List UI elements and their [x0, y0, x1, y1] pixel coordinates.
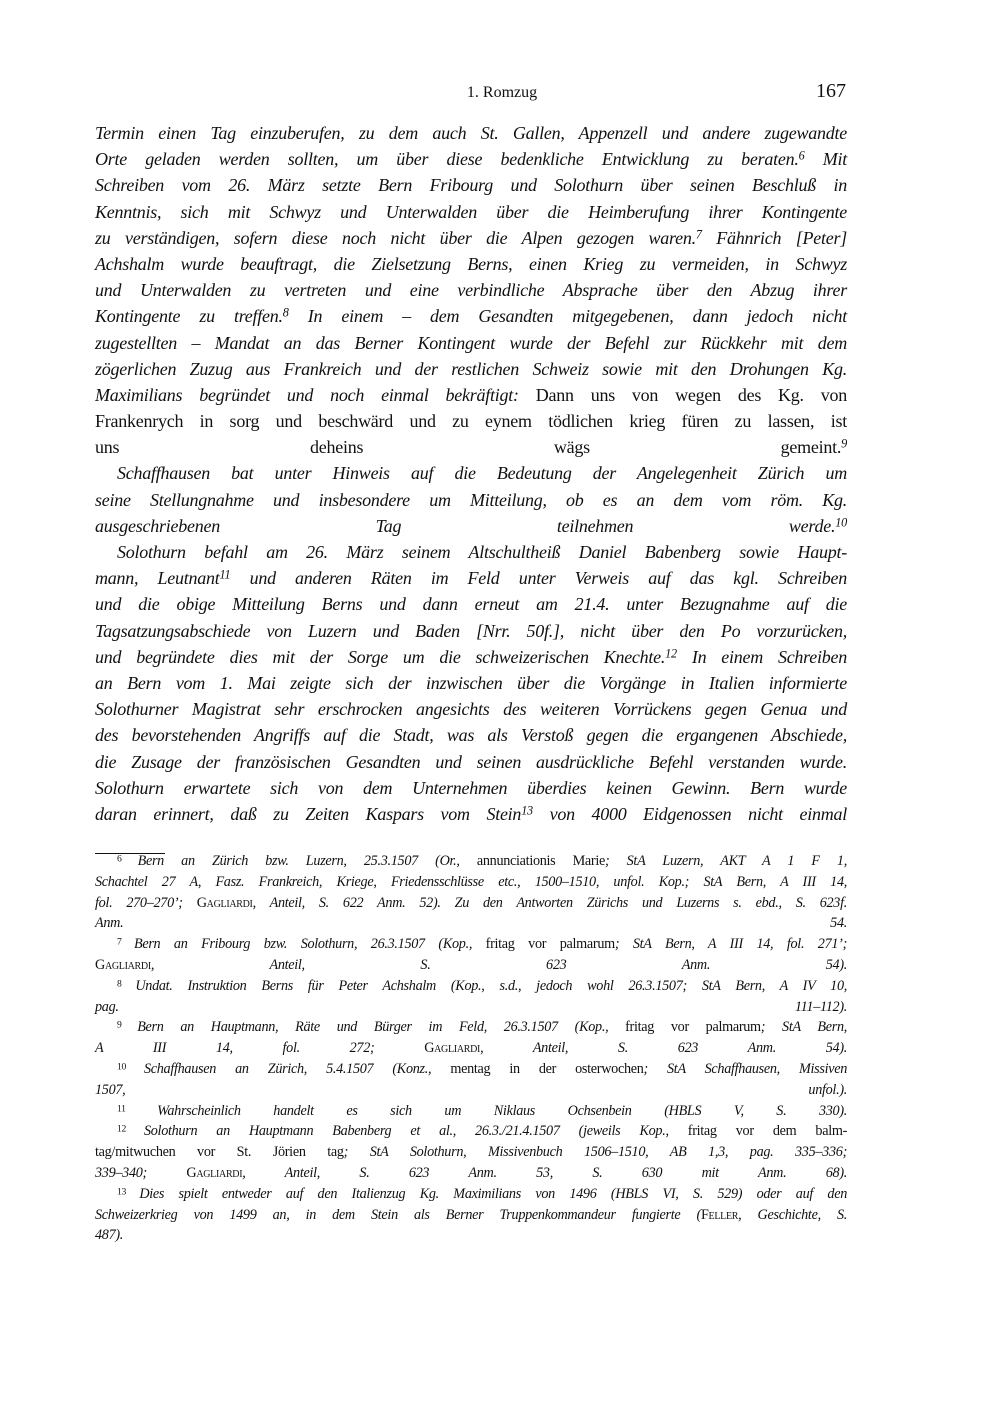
text-run: und Unterwalden zu vertreten und eine verbindliche Absprache über den Abzug ihrer: [95, 280, 847, 301]
text-run: Tagsatzungsabschiede von Luzern und Baden [Nrr. 50f.], nicht über den Po vorzurücken,: [95, 620, 847, 641]
footnote-reference: 9: [117, 1020, 138, 1031]
text-run: ; StA Bern,: [760, 1019, 847, 1036]
footnote-line: [95, 872, 847, 893]
text-run: und anderen Räten im Feld unter Verweis auf das kgl. Schreiben: [230, 568, 847, 589]
text-line: [95, 513, 847, 539]
text-line: [95, 670, 847, 696]
footnote-line: [95, 1205, 847, 1226]
text-run: Bern an Fribourg bzw. Solothurn, 26.3.1507 (Kop.,: [133, 936, 473, 953]
text-run: daran erinnert, daß zu Zeiten Kaspars vom Stein: [95, 803, 522, 824]
text-run: Mit: [804, 149, 847, 170]
text-run: Solothurn an Hauptmann Babenberg et al., 26.3./21.4.1507 (jeweils Kop.,: [143, 1123, 669, 1140]
text-run: , Anteil, S. 623 Anm. 54).: [480, 1040, 847, 1057]
text-line: [95, 591, 847, 617]
text-run: die Zusage der französischen Gesandten und seinen ausdrückliche Befehl verstanden wurde.: [95, 751, 847, 772]
footnote-line: [95, 955, 847, 976]
footnote-reference: 7: [695, 227, 702, 242]
text-run: Frankenrych in sorg und beschwärd und zu eynem tödlichen krieg füren zu lassen, ist: [95, 411, 847, 432]
text-run: Anm. 54.: [95, 915, 847, 932]
text-line: [95, 199, 847, 225]
footnote-line: [95, 1225, 847, 1246]
footnotes: [95, 851, 847, 1246]
text-run: , Anteil, S. 623 Anm. 54).: [150, 956, 847, 973]
text-run: In einem – dem Gesandten mitgegebenen, dann jedoch nicht: [288, 306, 848, 327]
footnote-line: [95, 851, 847, 872]
footnote-reference: 7: [117, 936, 134, 948]
text-line: [95, 277, 847, 303]
text-run: , Anteil, S. 622 Anm. 52). Zu den Antworten Zürichs und Luzerns s. ebd., S. 623f.: [252, 894, 847, 911]
footnote-line: [95, 1080, 847, 1101]
footnote-line: [95, 1101, 847, 1122]
text-run: zugestellten – Mandat an das Berner Kontingent wurde der Befehl zur Rückkehr mit dem: [95, 332, 847, 353]
footnote-line: [95, 1163, 847, 1184]
text-line: [95, 749, 847, 775]
text-run: fol. 270–270’;: [95, 894, 197, 911]
text-run: mentag in der osterwochen: [431, 1060, 644, 1077]
text-run: an Bern vom 1. Mai zeigte sich der inzwischen über die Vorgänge in Italien informierte: [95, 672, 847, 693]
page-number: 167: [816, 80, 846, 102]
footnote-reference: 8: [282, 305, 289, 320]
text-run: Solothurn erwartete sich von dem Unternehmen überdies keinen Gewinn. Bern wurde: [95, 777, 847, 798]
text-line: [95, 644, 847, 670]
text-line: [95, 696, 847, 722]
footnote-line: [95, 1142, 847, 1163]
text-run: Schaffhausen an Zürich, 5.4.1507 (Konz.,: [143, 1060, 432, 1077]
footnote-reference: 6: [117, 853, 138, 865]
main-text: [95, 120, 847, 827]
footnote-line: [95, 1059, 847, 1080]
running-header: 1. Romzug: [466, 84, 538, 101]
text-line: [95, 120, 847, 146]
footnote-reference: 11: [219, 567, 231, 582]
text-run: fritag vor palmarum: [472, 936, 615, 953]
text-line: [95, 225, 847, 251]
text-line: [95, 487, 847, 513]
text-run: Schweizerkrieg von 1499 an, in dem Stein als Berner Truppenkommandeur fungierte (: [95, 1206, 701, 1223]
footnote-reference: 12: [117, 1123, 144, 1135]
text-run: zu verständigen, sofern diese noch nicht über die Alpen gezogen waren.: [95, 227, 696, 248]
text-run: des bevorstehenden Angriffs auf die Stadt, was als Verstoß gegen die ergangenen Abschiede,: [95, 725, 847, 746]
text-line: [95, 172, 847, 198]
text-run: Maximilians begründet und noch einmal bekräftigt:: [95, 384, 519, 405]
text-run: , Geschichte, S.: [738, 1206, 847, 1223]
text-run: seine Stellungnahme und insbesondere um Mitteilung, ob es an dem vom röm. Kg.: [95, 489, 847, 510]
footnote-line: [95, 1184, 847, 1205]
footnote-reference: 8: [117, 978, 136, 990]
text-run: ; StA Luzern, AKT A 1 F 1,: [605, 853, 847, 869]
text-run: Gagliardi: [186, 1164, 243, 1181]
text-line: [95, 460, 847, 486]
text-run: 339–340;: [95, 1164, 187, 1181]
text-line: [95, 434, 847, 460]
text-run: Gagliardi: [424, 1040, 481, 1057]
text-run: Gagliardi: [196, 894, 253, 911]
text-run: Kontingente zu treffen.: [95, 306, 283, 327]
text-line: [95, 146, 847, 172]
text-run: ausgeschriebenen Tag teilnehmen werde.: [95, 515, 836, 536]
text-run: Solothurn befahl am 26. März seinem Altschultheiß Daniel Babenberg sowie Haupt-: [117, 542, 847, 562]
footnote-reference: 13: [117, 1186, 140, 1198]
footnote-line: [95, 913, 847, 934]
text-line: [95, 565, 847, 591]
text-run: A III 14, fol. 272;: [95, 1040, 425, 1057]
footnote-reference: 6: [798, 148, 805, 163]
text-run: Undat. Instruktion Berns für Peter Achshalm (Kop., s.d., jedoch wohl 26.3.1507; StA Bern, A IV 10,: [135, 977, 847, 994]
text-run: Schachtel 27 A, Fasz. Frankreich, Kriege, Friedensschlüsse etc., 1500–1510, unfol. Kop.; StA Bern, A III 14,: [95, 873, 847, 890]
text-run: , Anteil, S. 623 Anm. 53, S. 630 mit Anm. 68).: [242, 1164, 847, 1181]
text-run: und begründete dies mit der Sorge um die schweizerischen Knechte.: [95, 646, 666, 667]
text-run: ; StA Bern, A III 14, fol. 271’;: [614, 936, 848, 953]
text-run: Fähnrich [Peter]: [701, 227, 847, 248]
text-line: [95, 303, 847, 329]
footnote-line: [95, 1121, 847, 1142]
text-line: [95, 330, 847, 356]
text-line: [95, 539, 847, 565]
footnote-line: [95, 934, 847, 955]
text-run: Wahrscheinlich handelt es sich um Niklaus Ochsenbein (HBLS V, S. 330).: [157, 1102, 847, 1119]
text-run: mann, Leutnant: [95, 568, 220, 589]
text-run: tag/mitwuchen vor St. Jörien tag: [95, 1144, 344, 1161]
text-run: zögerlichen Zuzug aus Frankreich und der restlichen Schweiz sowie mit den Drohungen Kg.: [95, 358, 847, 379]
text-run: ; StA Schaffhausen, Missiven: [643, 1060, 848, 1077]
text-run: Achshalm wurde beauftragt, die Zielsetzung Berns, einen Krieg zu vermeiden, in Schwyz: [95, 253, 847, 274]
text-run: und die obige Mitteilung Berns und dann erneut am 21.4. unter Bezugnahme auf die: [95, 594, 847, 615]
footnote-line: [95, 997, 847, 1018]
text-run: fritag vor dem balm-: [668, 1123, 848, 1140]
footnote-reference: 9: [841, 436, 847, 451]
text-run: Gagliardi: [95, 956, 151, 973]
text-run: Kenntnis, sich mit Schwyz und Unterwalden über die Heimberufung ihrer Kontingente: [95, 201, 847, 222]
text-run: Schreiben vom 26. März setzte Bern Fribourg und Solothurn über seinen Beschluß in: [95, 175, 847, 196]
text-run: Bern an Zürich bzw. Luzern, 25.3.1507 (Or.,: [137, 853, 460, 869]
text-line: [95, 382, 847, 408]
text-run: fritag vor palmarum: [608, 1019, 761, 1036]
text-run: ; StA Solothurn, Missivenbuch 1506–1510, AB 1,3, pag. 335–336;: [343, 1144, 847, 1161]
text-line: [95, 722, 847, 748]
text-line: [95, 618, 847, 644]
text-line: [95, 251, 847, 277]
text-run: Dies spielt entweder auf den Italienzug Kg. Maximilians von 1496 (HBLS VI, S. 529) oder auf den: [139, 1185, 848, 1202]
text-run: In einem Schreiben: [676, 646, 847, 667]
text-line: [95, 356, 847, 382]
footnote-line: [95, 893, 847, 914]
text-run: Feller: [700, 1206, 739, 1223]
footnote-line: [95, 1017, 847, 1038]
text-run: 1507, unfol.).: [95, 1081, 847, 1098]
text-run: pag. 111–112).: [95, 998, 847, 1015]
text-line: [95, 801, 847, 827]
text-line: [95, 408, 847, 434]
footnote-reference: 10: [835, 515, 847, 530]
text-run: Dann uns von wegen des Kg. von: [518, 384, 848, 405]
footnote-reference: 11: [117, 1103, 158, 1115]
text-run: Schaffhausen bat unter Hinweis auf die Bedeutung der Angelegenheit Zürich um: [117, 463, 847, 484]
text-run: Solothurner Magistrat sehr erschrocken angesichts des weiteren Vorrückens gegen Genua und: [95, 699, 847, 720]
text-run: von 4000 Eidgenossen nicht einmal: [532, 803, 847, 824]
footnote-reference: 10: [117, 1061, 144, 1073]
text-line: [95, 775, 847, 801]
text-run: uns deheins wägs gemeint.: [95, 437, 842, 458]
footnote-line: [95, 1038, 847, 1059]
text-run: annunciationis Marie: [459, 853, 605, 869]
text-run: Orte geladen werden sollten, um über diese bedenkliche Entwicklung zu beraten.: [95, 149, 799, 170]
footnote-line: [95, 976, 847, 997]
text-run: 487).: [95, 1227, 124, 1244]
text-run: Termin einen Tag einzuberufen, zu dem auch St. Gallen, Appenzell und andere zugewandte: [95, 123, 847, 143]
footnote-reference: 12: [665, 646, 677, 661]
text-run: Bern an Hauptmann, Räte und Bürger im Feld, 26.3.1507 (Kop.,: [137, 1019, 609, 1036]
footnote-reference: 13: [521, 803, 533, 818]
